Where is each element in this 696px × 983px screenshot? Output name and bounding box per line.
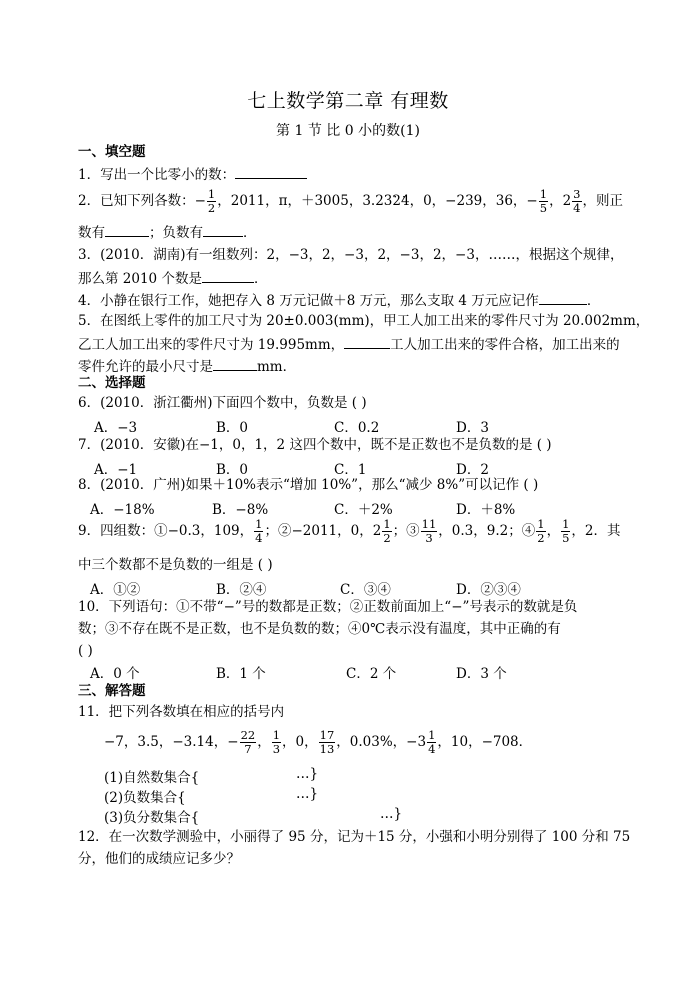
question-10-option-c: C．2 个 xyxy=(346,666,397,682)
question-9-text: ；③ xyxy=(392,523,420,539)
question-8: 8．(2010．广州)如果＋10%表示“增加 10%”，那么“减少 8%”可以记作 ( ) xyxy=(78,477,539,493)
question-10-line2: 数；③不存在既不是正数，也不是负数的数；④0℃表示没有温度，其中正确的有 xyxy=(78,621,561,637)
question-1-text: 1．写出一个比零小的数： xyxy=(78,167,236,183)
set-close-brace: …} xyxy=(380,806,403,822)
question-3-line2 xyxy=(78,268,267,288)
question-10: 10．下列语句：①不带“−”号的数都是正数；②正数前面加上“−”号表示的数就是负 xyxy=(78,599,578,615)
question-2-text: ；负数有 xyxy=(149,225,203,241)
fraction: $\frac{1}{4}$ xyxy=(428,728,436,756)
question-8-option-a: A．−18% xyxy=(90,502,155,518)
question-4 xyxy=(78,290,600,310)
question-3-text: 那么第 2010 个数是 xyxy=(78,271,202,287)
question-9-text: ；②−2011，0，2 xyxy=(264,523,382,539)
question-2-text: ，则正 xyxy=(582,193,623,209)
question-9-option-c: C．③④ xyxy=(340,582,391,598)
question-2-text: 2．已知下列各数：− xyxy=(78,193,206,209)
fraction: $\frac{22}{7}$ xyxy=(240,728,256,756)
question-6-option-d: D．3 xyxy=(456,420,489,436)
question-10-line3: ( ) xyxy=(78,643,93,659)
question-5: 5．在图纸上零件的加工尺寸为 20±0.003(mm)，甲工人加工出来的零件尺寸为 20.002mm， xyxy=(78,313,650,329)
fraction: $\frac{1}{4}$ xyxy=(255,517,263,545)
answer-blank xyxy=(213,356,257,371)
fraction: $\frac{1}{5}$ xyxy=(562,517,570,545)
question-5-line3 xyxy=(78,356,296,376)
question-5-text: 零件允许的最小尺寸是 xyxy=(78,359,213,375)
set-natural-numbers: (1)自然数集合{ xyxy=(104,770,200,786)
question-5-text: 乙工人加工出来的零件尺寸为 19.995mm， xyxy=(78,337,345,353)
question-6-option-a: A．−3 xyxy=(94,420,138,436)
number-list-text: −7，3.5，−3.14，− xyxy=(104,734,239,750)
question-4-text: 4．小静在银行工作，她把存入 8 万元记做＋8 万元，那么支取 4 万元应记作 xyxy=(78,293,539,309)
question-12: 12．在一次数学测验中，小丽得了 95 分，记为＋15 分，小强和小明分别得了 100 分和 75 xyxy=(78,829,631,845)
set-close-brace: …} xyxy=(296,786,319,802)
section-heading-multiple-choice: 二、选择题 xyxy=(78,375,146,391)
question-12-line2: 分，他们的成绩应记多少？ xyxy=(78,851,240,867)
question-5-text: mm． xyxy=(257,359,297,375)
question-8-option-c: C．＋2% xyxy=(334,502,393,518)
question-6-option-c: C．0.2 xyxy=(334,420,380,436)
question-9-line2: 中三个数都不是负数的一组是 ( ) xyxy=(78,557,273,573)
answer-blank xyxy=(235,164,307,179)
question-10-option-a: A．0 个 xyxy=(90,666,140,682)
page-title: 七上数学第二章 有理数 xyxy=(247,90,449,112)
question-2-text: ． xyxy=(243,225,257,241)
set-close-brace: …} xyxy=(296,766,319,782)
answer-blank xyxy=(344,334,390,349)
answer-blank xyxy=(203,222,243,237)
answer-blank xyxy=(105,222,149,237)
question-11-numbers xyxy=(104,727,532,757)
fraction: $\frac{1}{2}$ xyxy=(383,517,391,545)
fraction: $\frac{17}{13}$ xyxy=(319,728,335,756)
fraction: $\frac{1}{5}$ xyxy=(539,187,548,215)
question-3: 3．(2010．湖南)有一组数列：2，−3，2，−3，2，−3，2，−3，……，根据这个规律， xyxy=(78,247,624,263)
question-6-option-b: B．0 xyxy=(216,420,249,436)
question-9-text: ，0.3，9.2；④ xyxy=(438,523,536,539)
question-2-numbers: ，0，−239，36，− xyxy=(409,193,538,209)
question-1 xyxy=(78,164,307,184)
number-list-text: ，0， xyxy=(282,734,318,750)
section-subtitle: 第 1 节 比 0 小的数(1) xyxy=(276,123,420,139)
question-7: 7．(2010．安徽)在−1，0，1，2 这四个数中，既不是正数也不是负数的是 ( ) xyxy=(78,437,552,453)
question-8-option-b: B．−8% xyxy=(212,502,269,518)
question-10-option-d: D．3 个 xyxy=(456,666,507,682)
fraction: $\frac{1}{2}$ xyxy=(537,517,545,545)
question-5-line2 xyxy=(78,334,620,354)
question-9 xyxy=(78,517,621,545)
set-negative-fractions: (3)负分数集合{ xyxy=(104,810,200,826)
fraction: $\frac{1}{3}$ xyxy=(272,728,281,756)
question-7-option-b: B．0 xyxy=(216,462,249,478)
question-9-option-b: B．②④ xyxy=(216,582,267,598)
question-2-text: 数有 xyxy=(78,225,105,241)
question-8-option-d: D．＋8% xyxy=(456,502,516,518)
question-3-text: ． xyxy=(253,271,268,287)
question-2 xyxy=(78,188,623,215)
fraction: $\frac{3}{4}$ xyxy=(573,187,581,215)
question-9-option-d: D．②③④ xyxy=(456,582,521,598)
question-10-option-b: B．1 个 xyxy=(216,666,266,682)
number-list-text: ， xyxy=(257,734,271,750)
question-4-text: ． xyxy=(586,293,601,309)
question-9-text: ，2．其 xyxy=(571,523,621,539)
question-6: 6．(2010．浙江衢州)下面四个数中，负数是 ( ) xyxy=(78,395,367,411)
question-7-option-c: C．1 xyxy=(334,462,367,478)
repeating-digit: 2 · xyxy=(392,193,401,209)
question-9-text: ， xyxy=(546,523,561,539)
answer-blank xyxy=(539,290,587,305)
fraction: $\frac{1}{2}$ xyxy=(207,187,216,215)
question-9-option-a: A．①② xyxy=(90,582,141,598)
question-9-text: 9．四组数：①−0.3，109， xyxy=(78,523,254,539)
number-list-text: ，0.03%，−3 xyxy=(336,734,427,750)
section-heading-solutions: 三、解答题 xyxy=(78,683,146,699)
question-2-numbers: ，2011，π，＋3005，3.23 xyxy=(217,193,393,209)
question-2-numbers: ，2 xyxy=(549,193,572,209)
number-list-text: ，10，−708． xyxy=(437,734,533,750)
set-negative-numbers: (2)负数集合{ xyxy=(104,790,186,806)
question-11: 11．把下列各数填在相应的括号内 xyxy=(78,704,285,720)
fraction: $\frac{11}{3}$ xyxy=(421,517,437,545)
repeating-digit: 4 · xyxy=(401,193,410,209)
question-5-text: 工人加工出来的零件合格，加工出来的 xyxy=(390,337,620,353)
section-heading-fill-blank: 一、填空题 xyxy=(78,144,146,160)
question-7-option-a: A．−1 xyxy=(94,462,138,478)
question-7-option-d: D．2 xyxy=(456,462,489,478)
answer-blank xyxy=(202,268,254,283)
question-2-line2 xyxy=(78,222,257,242)
